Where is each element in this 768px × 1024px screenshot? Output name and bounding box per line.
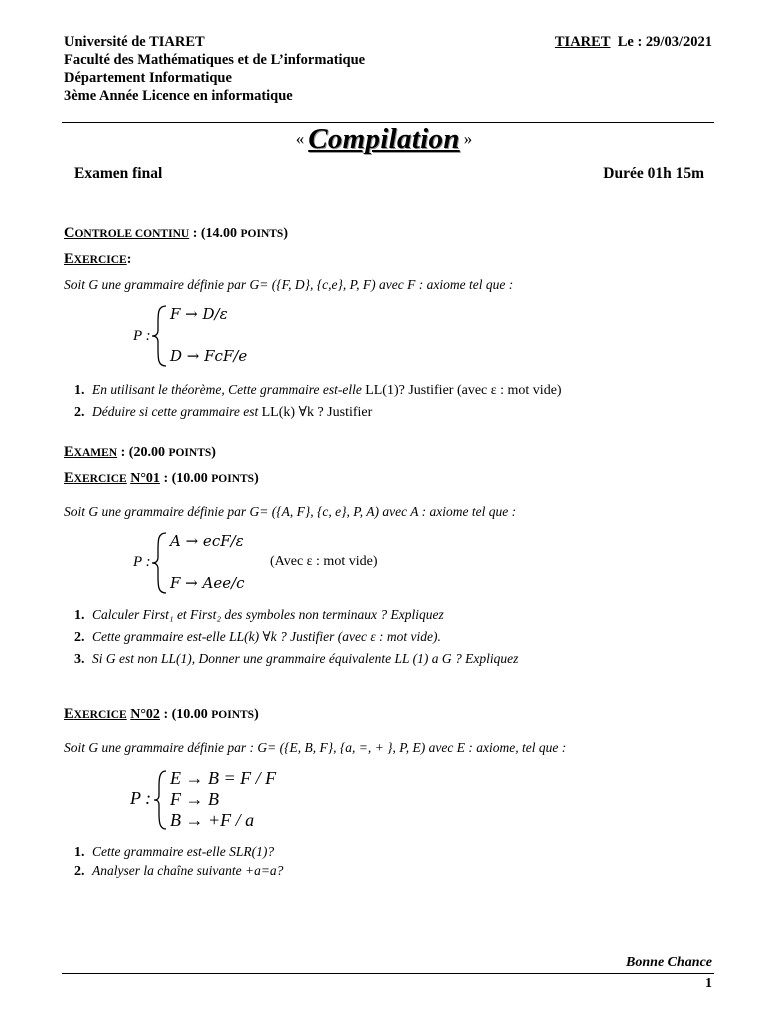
bottom-divider bbox=[62, 973, 714, 974]
exercise2-statement: Soit G une grammaire définie par : G= ({E, B, F}, {a, =, + }, P, E) avec E : axiome, tel que : bbox=[64, 740, 567, 755]
controle-rule-2: D → FcF/e bbox=[170, 347, 248, 365]
exercise2-p-label: P : bbox=[130, 788, 152, 808]
exam-type: Examen final bbox=[74, 165, 163, 182]
exercise1-rule-1: A → ecF/ε bbox=[170, 532, 244, 550]
exercise2-rule-1: E → B = F / F bbox=[170, 768, 277, 788]
examen-heading: EXAMEN : (20.00 POINTS) bbox=[64, 444, 216, 460]
closing-text: Bonne Chance bbox=[626, 955, 712, 970]
header-info bbox=[64, 33, 365, 105]
title-open-quote: « bbox=[295, 129, 305, 148]
exercise2-rule-2: F → B bbox=[170, 789, 219, 809]
department-name: Département Informatique bbox=[64, 70, 232, 86]
controle-statement: Soit G une grammaire définie par G= ({F, D}, {c,e}, P, F) avec F : axiome tel que : bbox=[64, 277, 514, 292]
exam-duration: Durée 01h 15m bbox=[603, 165, 704, 182]
exercise1-brace-icon bbox=[150, 530, 170, 596]
exercise2-brace-icon bbox=[152, 768, 170, 832]
exercise1-heading: EXERCICE N°01 : (10.00 POINTS) bbox=[64, 470, 259, 486]
exercise1-note: (Avec ε : mot vide) bbox=[270, 554, 378, 569]
controle-brace-icon bbox=[150, 303, 170, 369]
page-title bbox=[0, 123, 768, 156]
exercise1-question-3: 3. Si G est non LL(1), Donner une grammaire équivalente LL (1) a G ? Expliquez bbox=[74, 651, 519, 667]
controle-exercise-heading: EXERCICE: bbox=[64, 251, 132, 267]
exercise1-question-1: 1. Calculer First₁ et First₂ des symboles non terminaux ? Expliquez bbox=[74, 607, 444, 623]
controle-question-2: 2. Déduire si cette grammaire est LL(k) ∀k ? Justifier bbox=[74, 404, 373, 420]
university-name: Université de TIARET bbox=[64, 34, 205, 50]
controle-heading: CONTROLE CONTINU : (14.00 POINTS) bbox=[64, 225, 289, 241]
city-name: TIARET bbox=[554, 34, 611, 50]
page-number: 1 bbox=[705, 976, 712, 991]
exercise2-heading: EXERCICE N°02 : (10.00 POINTS) bbox=[64, 706, 259, 722]
exercise1-p-label: P : bbox=[133, 554, 151, 570]
exercise1-question-2: 2. Cette grammaire est-elle LL(k) ∀k ? Justifier (avec ε : mot vide). bbox=[74, 629, 441, 645]
title-close-quote: » bbox=[463, 129, 473, 148]
exercise2-question-1: 1. Cette grammaire est-elle SLR(1)? bbox=[74, 844, 275, 860]
faculty-name: Faculté des Mathématiques et de L’informatique bbox=[64, 52, 366, 68]
exam-date: Le : 29/03/2021 bbox=[617, 34, 712, 50]
exercise2-question-2: 2. Analyser la chaîne suivante +a=a? bbox=[74, 863, 284, 879]
controle-p-label: P : bbox=[133, 328, 151, 344]
controle-rule-1: F → D/ε bbox=[170, 305, 228, 323]
exercise1-statement: Soit G une grammaire définie par G= ({A, F}, {c, e}, P, A) avec A : axiome tel que : bbox=[64, 504, 517, 519]
exercise2-rules bbox=[170, 768, 276, 831]
exercise2-rule-3: B → +F / a bbox=[170, 810, 255, 830]
title-text: Compilation bbox=[308, 123, 460, 155]
header-date bbox=[555, 33, 712, 51]
study-year: 3ème Année Licence en informatique bbox=[64, 88, 293, 104]
controle-question-1: 1. En utilisant le théorème, Cette grammaire est-elle LL(1)? Justifier (avec ε : mot vide) bbox=[74, 382, 562, 398]
exercise1-rule-2: F → Aee/c bbox=[170, 574, 245, 592]
